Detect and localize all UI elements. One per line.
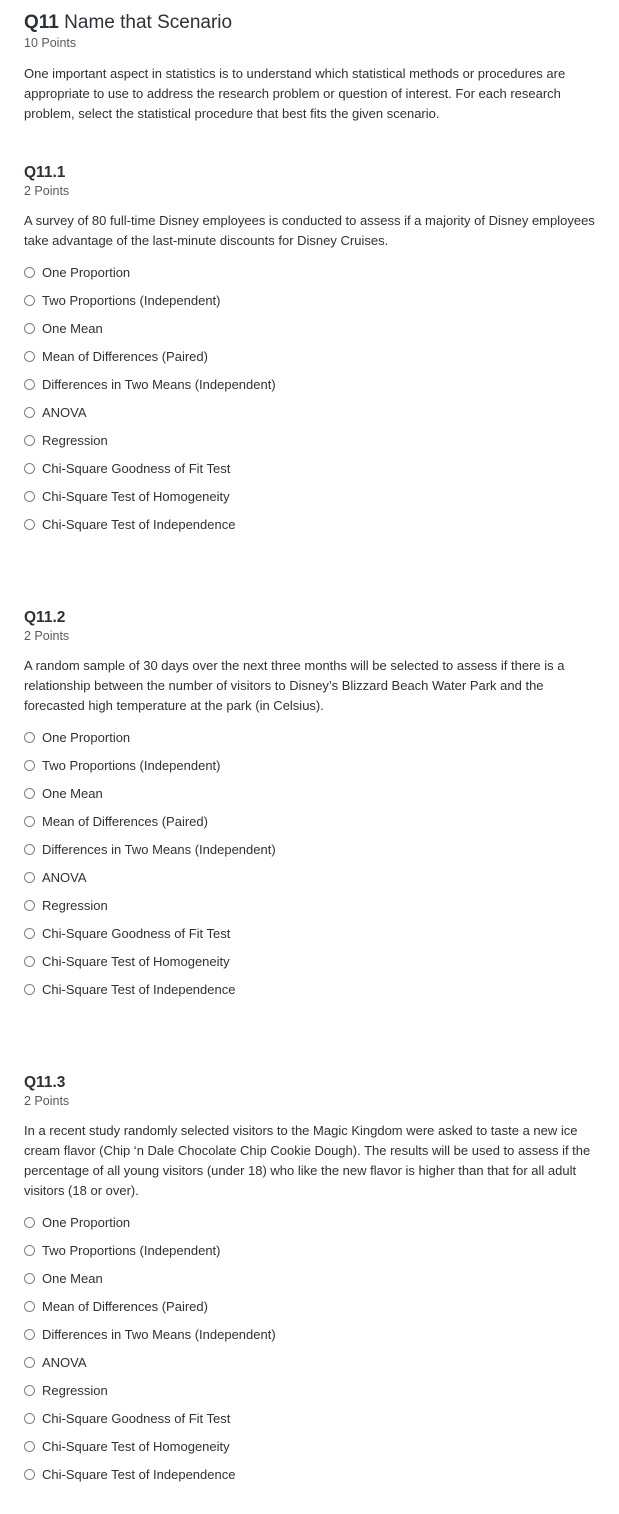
option-chi-square-gof[interactable] <box>24 1404 276 1432</box>
option-label: Chi-Square Goodness of Fit Test <box>42 460 231 476</box>
options-list <box>24 1208 276 1488</box>
option-label: Mean of Differences (Paired) <box>42 813 208 829</box>
option-mean-of-differences[interactable] <box>24 342 276 370</box>
option-mean-of-differences[interactable] <box>24 807 276 835</box>
radio-button[interactable] <box>24 519 35 530</box>
radio-button[interactable] <box>24 732 35 743</box>
radio-button[interactable] <box>24 872 35 883</box>
question-intro: One important aspect in statistics is to understand which statistical methods or procedures are appropriate to use to address the research problem or question of interest. For each research problem, select the statistical procedure that best fits the given scenario. <box>24 66 566 121</box>
option-regression[interactable] <box>24 891 276 919</box>
option-label: Chi-Square Test of Independence <box>42 981 236 997</box>
question-number: Q11 <box>24 12 59 33</box>
option-chi-square-gof[interactable] <box>24 454 276 482</box>
option-label: One Mean <box>42 1270 103 1286</box>
radio-button[interactable] <box>24 351 35 362</box>
question-points: 10 Points <box>24 36 77 50</box>
radio-button[interactable] <box>24 928 35 939</box>
option-mean-of-differences[interactable] <box>24 1292 276 1320</box>
option-label: Chi-Square Test of Independence <box>42 1466 236 1482</box>
radio-button[interactable] <box>24 1273 35 1284</box>
radio-button[interactable] <box>24 295 35 306</box>
radio-button[interactable] <box>24 379 35 390</box>
radio-button[interactable] <box>24 956 35 967</box>
radio-button[interactable] <box>24 1385 35 1396</box>
option-label: Two Proportions (Independent) <box>42 292 221 308</box>
option-regression[interactable] <box>24 1376 276 1404</box>
subquestion-points: 2 Points <box>24 184 70 198</box>
radio-button[interactable] <box>24 1357 35 1368</box>
option-chi-square-independence[interactable] <box>24 1460 276 1488</box>
radio-button[interactable] <box>24 1413 35 1424</box>
subquestion-prompt: In a recent study randomly selected visitors to the Magic Kingdom were asked to taste a new ice cream flavor (Chip ‘n Dale Chocolate Chip Cookie Dough). The results will be used to assess if the percentage of all young visitors (under 18) who like the new flavor is higher than that for all adult visitors (18 or over). <box>24 1123 591 1198</box>
option-two-proportions[interactable] <box>24 286 276 314</box>
option-label: Chi-Square Test of Homogeneity <box>42 488 230 504</box>
radio-button[interactable] <box>24 463 35 474</box>
subquestion-points: 2 Points <box>24 1094 70 1108</box>
option-differences-two-means[interactable] <box>24 835 276 863</box>
subquestion-prompt: A random sample of 30 days over the next three months will be selected to assess if there is a relationship between the number of visitors to Disney’s Blizzard Beach Water Park and the forecasted high temperature at the park (in Celsius). <box>24 658 565 713</box>
option-differences-two-means[interactable] <box>24 370 276 398</box>
subquestion-title: Q11.1 <box>24 164 66 181</box>
subquestion-title: Q11.3 <box>24 1074 66 1091</box>
radio-button[interactable] <box>24 900 35 911</box>
radio-button[interactable] <box>24 491 35 502</box>
radio-button[interactable] <box>24 407 35 418</box>
option-chi-square-independence[interactable] <box>24 975 276 1003</box>
option-label: ANOVA <box>42 869 87 885</box>
radio-button[interactable] <box>24 1301 35 1312</box>
radio-button[interactable] <box>24 267 35 278</box>
option-one-mean[interactable] <box>24 1264 276 1292</box>
option-chi-square-homogeneity[interactable] <box>24 947 276 975</box>
radio-button[interactable] <box>24 788 35 799</box>
option-one-mean[interactable] <box>24 779 276 807</box>
subquestion-prompt: A survey of 80 full-time Disney employees is conducted to assess if a majority of Disney employees take advantage of the last-minute discounts for Disney Cruises. <box>24 213 595 248</box>
option-label: Differences in Two Means (Independent) <box>42 376 276 392</box>
option-label: Mean of Differences (Paired) <box>42 348 208 364</box>
option-one-mean[interactable] <box>24 314 276 342</box>
option-label: Regression <box>42 897 108 913</box>
radio-button[interactable] <box>24 1245 35 1256</box>
option-chi-square-homogeneity[interactable] <box>24 1432 276 1460</box>
radio-button[interactable] <box>24 844 35 855</box>
options-list <box>24 723 276 1003</box>
option-label: Chi-Square Test of Homogeneity <box>42 953 230 969</box>
radio-button[interactable] <box>24 435 35 446</box>
option-label: Chi-Square Goodness of Fit Test <box>42 1410 231 1426</box>
option-anova[interactable] <box>24 1348 276 1376</box>
option-label: Chi-Square Test of Homogeneity <box>42 1438 230 1454</box>
option-label: Differences in Two Means (Independent) <box>42 841 276 857</box>
option-label: ANOVA <box>42 1354 87 1370</box>
radio-button[interactable] <box>24 984 35 995</box>
question-name: Name that Scenario <box>64 12 233 33</box>
option-anova[interactable] <box>24 398 276 426</box>
radio-button[interactable] <box>24 1469 35 1480</box>
option-label: Differences in Two Means (Independent) <box>42 1326 276 1342</box>
option-label: Regression <box>42 1382 108 1398</box>
option-chi-square-gof[interactable] <box>24 919 276 947</box>
option-label: One Proportion <box>42 729 131 745</box>
option-regression[interactable] <box>24 426 276 454</box>
option-one-proportion[interactable] <box>24 723 276 751</box>
option-chi-square-independence[interactable] <box>24 510 276 538</box>
question-title <box>24 12 232 34</box>
option-label: Regression <box>42 432 108 448</box>
option-label: Two Proportions (Independent) <box>42 1242 221 1258</box>
option-label: Chi-Square Test of Independence <box>42 516 236 532</box>
radio-button[interactable] <box>24 816 35 827</box>
radio-button[interactable] <box>24 1441 35 1452</box>
options-list <box>24 258 276 538</box>
option-label: Two Proportions (Independent) <box>42 757 221 773</box>
option-label: One Mean <box>42 785 103 801</box>
subquestion-title: Q11.2 <box>24 609 66 626</box>
option-label: Chi-Square Goodness of Fit Test <box>42 925 231 941</box>
option-one-proportion[interactable] <box>24 1208 276 1236</box>
radio-button[interactable] <box>24 1217 35 1228</box>
option-one-proportion[interactable] <box>24 258 276 286</box>
option-label: Mean of Differences (Paired) <box>42 1298 208 1314</box>
option-label: ANOVA <box>42 404 87 420</box>
radio-button[interactable] <box>24 760 35 771</box>
option-two-proportions[interactable] <box>24 1236 276 1264</box>
option-two-proportions[interactable] <box>24 751 276 779</box>
option-label: One Proportion <box>42 1214 131 1230</box>
option-differences-two-means[interactable] <box>24 1320 276 1348</box>
option-anova[interactable] <box>24 863 276 891</box>
option-chi-square-homogeneity[interactable] <box>24 482 276 510</box>
radio-button[interactable] <box>24 1329 35 1340</box>
option-label: One Mean <box>42 320 103 336</box>
subquestion-points: 2 Points <box>24 629 70 643</box>
radio-button[interactable] <box>24 323 35 334</box>
option-label: One Proportion <box>42 264 131 280</box>
